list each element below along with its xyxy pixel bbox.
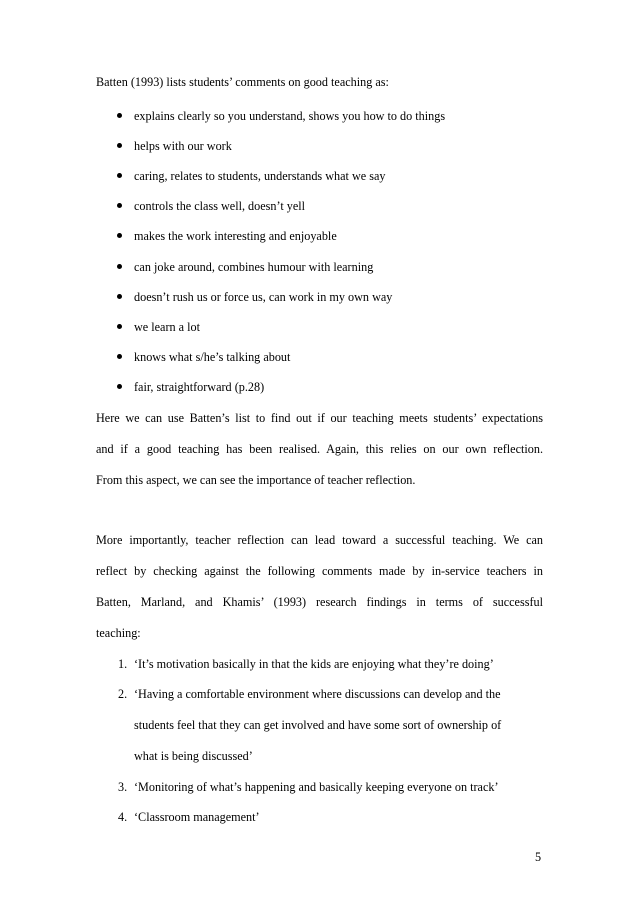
paragraph-line: teaching: xyxy=(96,626,141,640)
list-item-continuation: students feel that they can get involved and have some sort of ownership of xyxy=(134,718,502,732)
bullet-icon xyxy=(117,143,122,148)
list-item-text: can joke around, combines humour with learning xyxy=(134,260,374,274)
list-number: 2. xyxy=(118,687,128,701)
bullet-icon xyxy=(117,233,122,238)
list-item-text: caring, relates to students, understands what we say xyxy=(134,169,386,183)
list-item-text: controls the class well, doesn’t yell xyxy=(134,199,306,213)
list-item-text: we learn a lot xyxy=(134,320,200,334)
paragraph-line: Here we can use Batten’s list to find out if our teaching meets students’ expectations xyxy=(96,411,543,425)
bullet-icon xyxy=(117,384,122,389)
bullet-icon xyxy=(117,203,122,208)
page-number: 5 xyxy=(535,850,542,864)
paragraph-line: More importantly, teacher reflection can lead toward a successful teaching. We can xyxy=(96,533,543,547)
list-number: 1. xyxy=(118,657,128,671)
list-item-text: knows what s/he’s talking about xyxy=(134,350,291,364)
bullet-icon xyxy=(117,354,122,359)
list-item-text: helps with our work xyxy=(134,139,232,153)
bullet-icon xyxy=(117,173,122,178)
intro-sentence: Batten (1993) lists students’ comments on good teaching as: xyxy=(96,75,389,89)
list-item-text: ‘Monitoring of what’s happening and basically keeping everyone on track’ xyxy=(134,780,499,794)
paragraph-line: reflect by checking against the following comments made by in-service teachers in xyxy=(96,564,543,578)
paragraph-line: and if a good teaching has been realised. Again, this relies on our own reflection. xyxy=(96,442,543,456)
list-item-text: ‘Having a comfortable environment where discussions can develop and the xyxy=(134,687,501,701)
bullet-icon xyxy=(117,294,122,299)
paragraph-line: Batten, Marland, and Khamis’ (1993) research findings in terms of successful xyxy=(96,595,543,609)
list-item-continuation: what is being discussed’ xyxy=(134,749,253,763)
list-item-text: ‘It’s motivation basically in that the kids are enjoying what they’re doing’ xyxy=(134,657,494,671)
list-item-text: makes the work interesting and enjoyable xyxy=(134,229,337,243)
list-item-text: doesn’t rush us or force us, can work in my own way xyxy=(134,290,393,304)
list-item-text: ‘Classroom management’ xyxy=(134,810,260,824)
bullet-icon xyxy=(117,324,122,329)
list-item-text: fair, straightforward (p.28) xyxy=(134,380,265,394)
bullet-icon xyxy=(117,113,122,118)
bullet-icon xyxy=(117,264,122,269)
list-number: 3. xyxy=(118,780,128,794)
paragraph-line: From this aspect, we can see the importance of teacher reflection. xyxy=(96,473,416,487)
list-number: 4. xyxy=(118,810,128,824)
list-item-text: explains clearly so you understand, shows you how to do things xyxy=(134,109,446,123)
